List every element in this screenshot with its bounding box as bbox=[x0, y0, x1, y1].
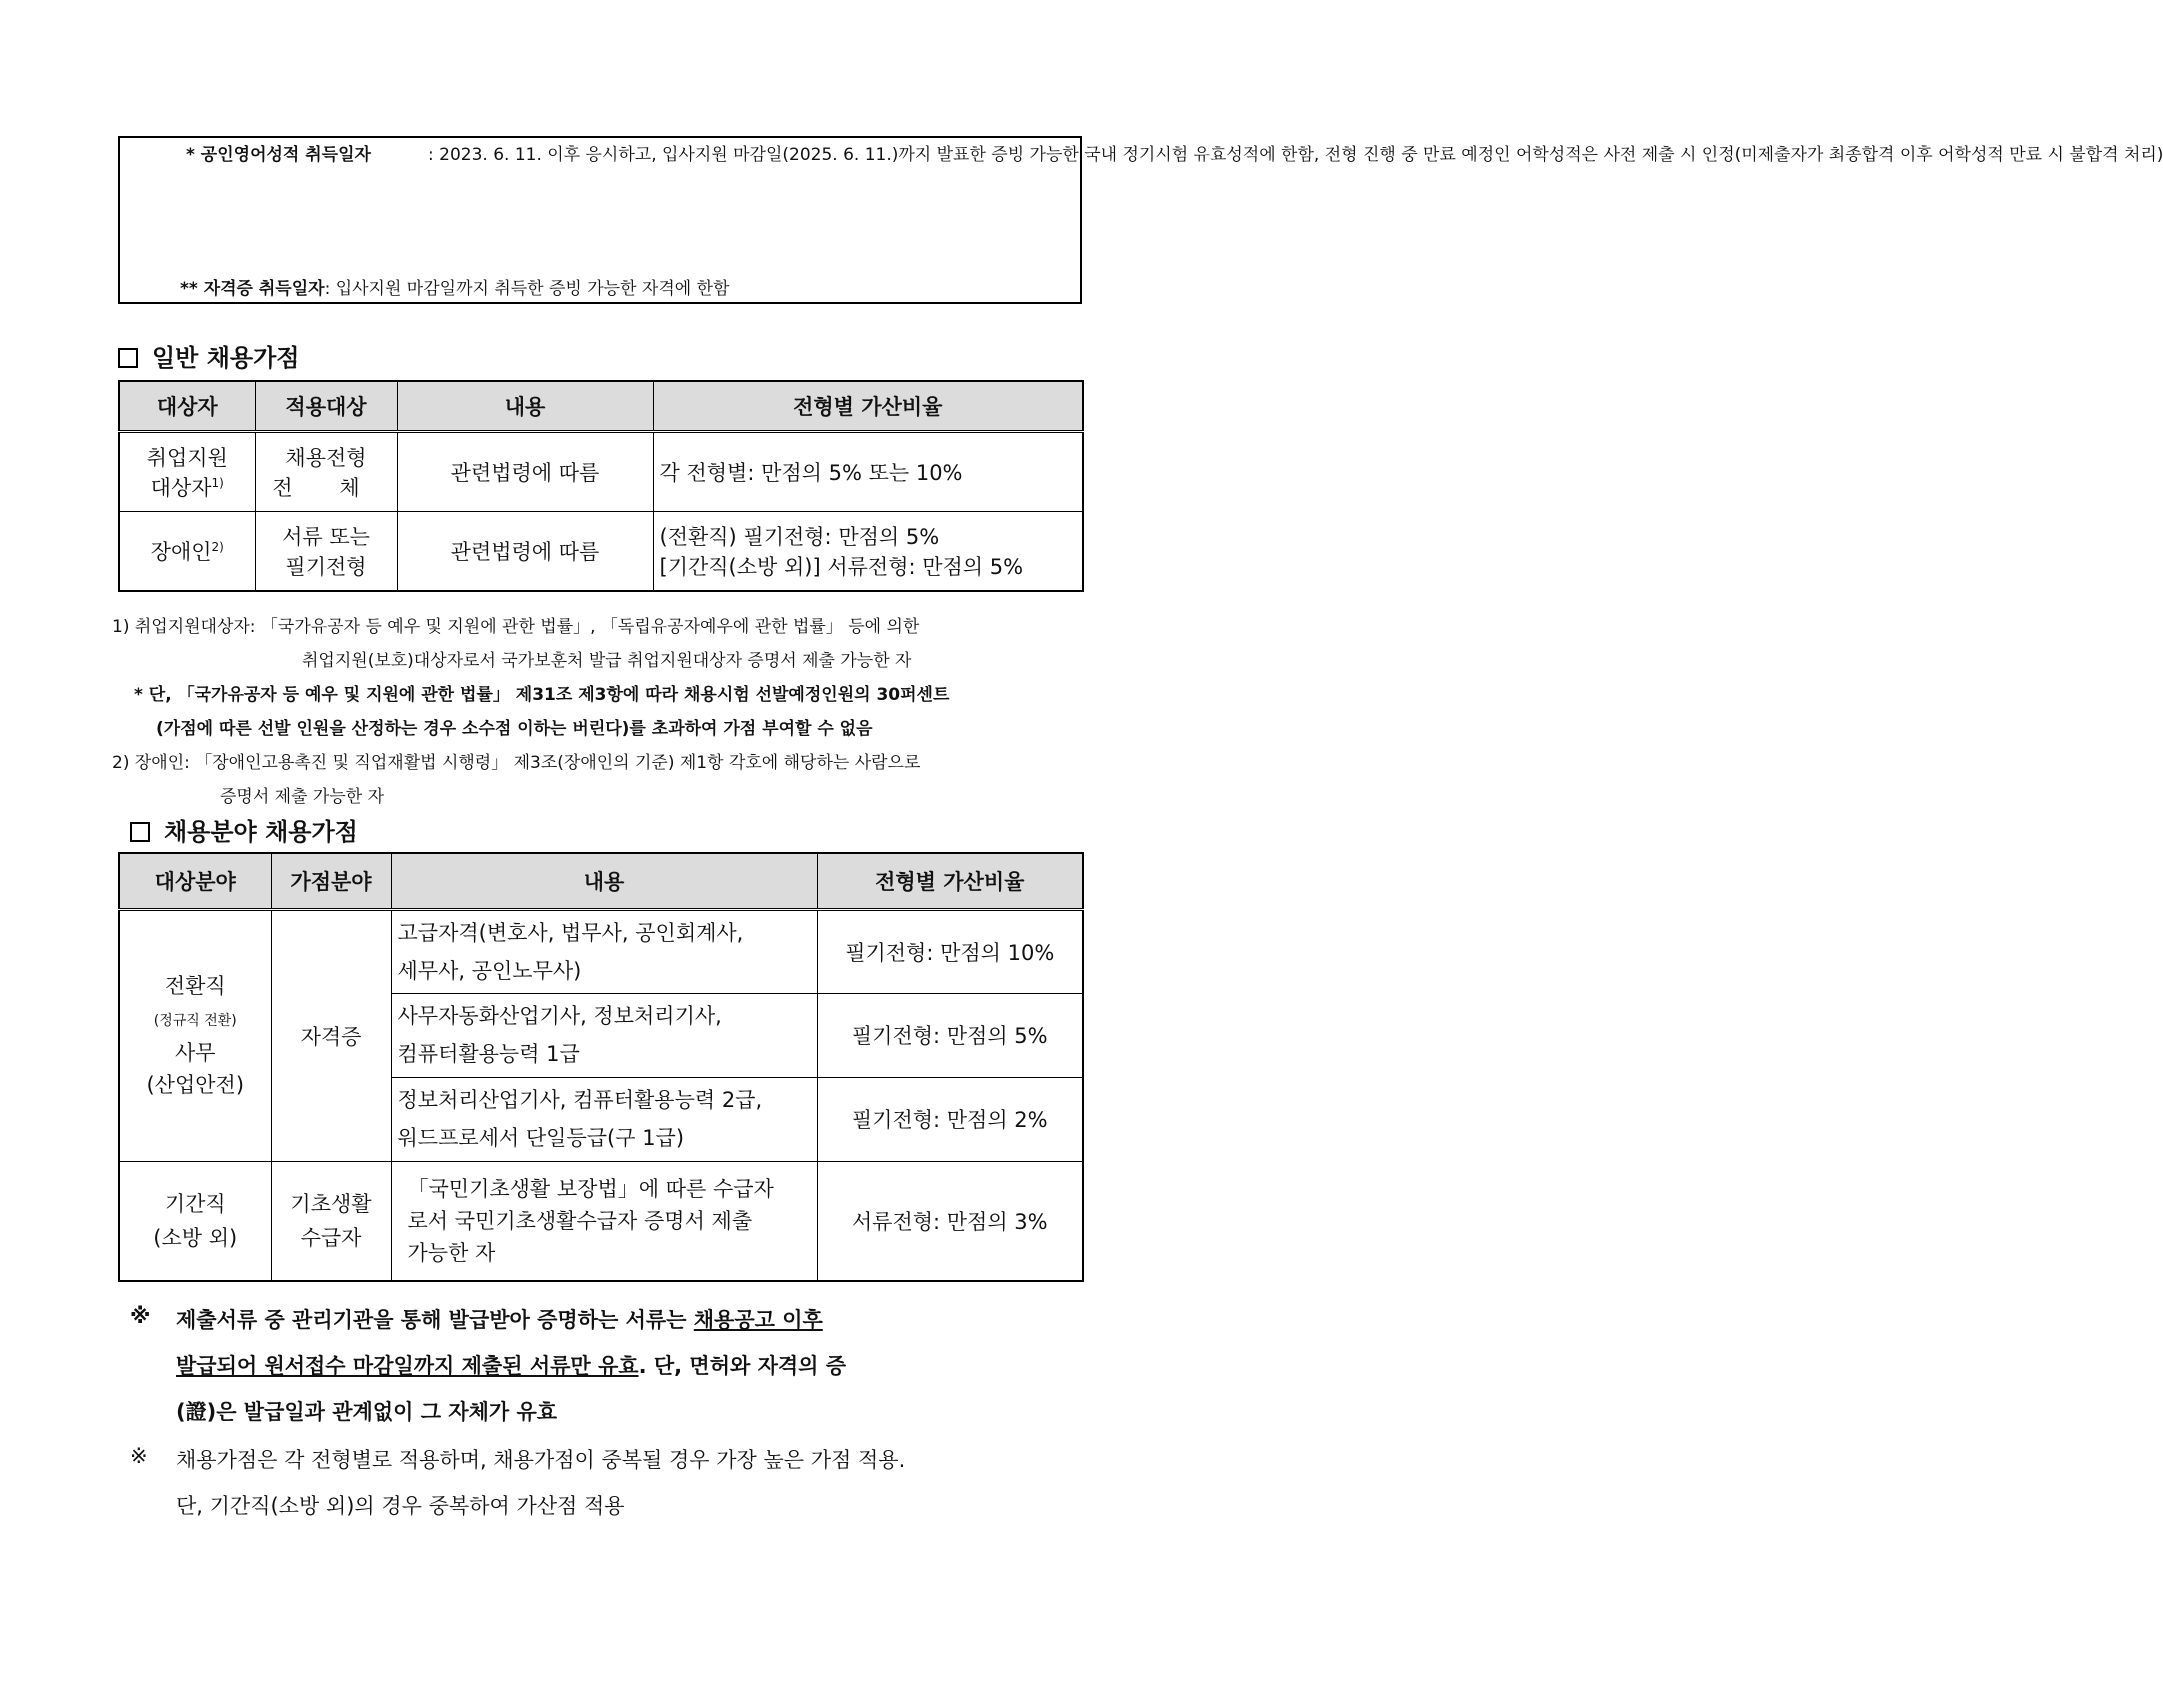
table-row bbox=[119, 431, 1083, 511]
footnote-1-note-cont: (가점에 따른 선발 인원을 산정하는 경우 소수점 이하는 버린다)를 초과하여 가점 부여할 수 없음 bbox=[156, 719, 873, 739]
cell-content: 고급자격(변호사, 법무사, 공인회계사, 세무사, 공인노무사) bbox=[391, 909, 817, 993]
note-1-line-1: 제출서류 중 관리기관을 통해 발급받아 증명하는 서류는 채용공고 이후 bbox=[176, 1308, 823, 1332]
checkbox-icon bbox=[118, 348, 138, 368]
footnote-2: 2) 장애인: 「장애인고용촉진 및 직업재활법 시행령」 제3조(장애인의 기준) 제1항 각호에 해당하는 사람으로 bbox=[112, 753, 921, 773]
english-score-label: * 공인영어성적 취득일자 bbox=[186, 145, 371, 165]
cell-target: 장애인$^{2)}$ bbox=[119, 511, 255, 591]
footnote-1-note: * 단, 「국가유공자 등 예우 및 지원에 관한 법률」 제31조 제3항에 따라 채용시험 선발예정인원의 30퍼센트 bbox=[134, 685, 950, 705]
note-1-mark: ※ bbox=[130, 1304, 151, 1328]
cell-content: 정보처리산업기사, 컴퓨터활용능력 2급, 워드프로세서 단일등급(구 1급) bbox=[391, 1077, 817, 1161]
cell-ratio: 필기전형: 만점의 2% bbox=[817, 1077, 1083, 1161]
table-header-row bbox=[119, 381, 1083, 431]
cell-content: 관련법령에 따름 bbox=[397, 431, 653, 511]
footnote-1: 1) 취업지원대상자: 「국가유공자 등 예우 및 지원에 관한 법률」, 「독립유공자예우에 관한 법률」 등에 의한 bbox=[112, 617, 920, 637]
table-row bbox=[119, 511, 1083, 591]
cell-ratio: (전환직) 필기전형: 만점의 5% [기간직(소방 외)] 서류전형: 만점의 5% bbox=[653, 511, 1083, 591]
table-row bbox=[119, 909, 1083, 993]
cell-bonus-area: 자격증 bbox=[271, 909, 391, 1161]
cell-field: 전환직 (정규직 전환) 사무 (산업안전) bbox=[119, 909, 271, 1161]
cell-target: 취업지원 대상자$^{1)}$ bbox=[119, 431, 255, 511]
section-title-field-bonus: 채용분야 채용가점 bbox=[130, 812, 358, 847]
cell-apply: 채용전형 전 체 bbox=[255, 431, 397, 511]
header-field: 대상분야 bbox=[119, 853, 271, 909]
footnote-2-cont: 증명서 제출 가능한 자 bbox=[220, 787, 385, 807]
field-bonus-table bbox=[118, 852, 1084, 1282]
cell-field: 기간직 (소방 외) bbox=[119, 1161, 271, 1281]
eligibility-note-box bbox=[118, 136, 2163, 304]
footnote-1-cont: 취업지원(보호)대상자로서 국가보훈처 발급 취업지원대상자 증명서 제출 가능한 자 bbox=[302, 651, 912, 671]
header-ratio: 전형별 가산비율 bbox=[817, 853, 1083, 909]
note-2-line-1: 채용가점은 각 전형별로 적용하며, 채용가점이 중복될 경우 가장 높은 가점 적용. bbox=[176, 1448, 906, 1472]
checkbox-icon bbox=[130, 822, 150, 842]
general-bonus-table bbox=[118, 380, 1084, 592]
section-title-general-bonus: 일반 채용가점 bbox=[118, 338, 299, 373]
cell-ratio: 필기전형: 만점의 10% bbox=[817, 909, 1083, 993]
header-bonus-area: 가점분야 bbox=[271, 853, 391, 909]
cell-bonus-area: 기초생활 수급자 bbox=[271, 1161, 391, 1281]
cell-content: 사무자동화산업기사, 정보처리기사, 컴퓨터활용능력 1급 bbox=[391, 993, 817, 1077]
note-2-line-2: 단, 기간직(소방 외)의 경우 중복하여 가산점 적용 bbox=[176, 1494, 625, 1518]
header-target: 대상자 bbox=[119, 381, 255, 431]
note-1-line-3: (證)은 발급일과 관계없이 그 자체가 유효 bbox=[176, 1400, 558, 1424]
cell-content: 「국민기초생활 보장법」에 따른 수급자 로서 국민기초생활수급자 증명서 제출 가능한 자 bbox=[391, 1161, 817, 1281]
header-apply: 적용대상 bbox=[255, 381, 397, 431]
header-content: 내용 bbox=[397, 381, 653, 431]
header-ratio: 전형별 가산비율 bbox=[653, 381, 1083, 431]
english-score-text: : 2023. 6. 11. 이후 응시하고, 입사지원 마감일(2025. 6. 11.)까지 발표한 증빙 가능한 국내 정기시험 유효성적에 한함, 전형 진행 중 만료 예정인 어학성적은 사전 제출 시 인정(미제출자가 최종합격 이후 어학성적 만료 시 불합격 처리) bbox=[428, 145, 2163, 165]
cell-ratio: 각 전형별: 만점의 5% 또는 10% bbox=[653, 431, 1083, 511]
cell-apply: 서류 또는 필기전형 bbox=[255, 511, 397, 591]
cell-ratio: 서류전형: 만점의 3% bbox=[817, 1161, 1083, 1281]
note-1-line-2: 발급되어 원서접수 마감일까지 제출된 서류만 유효. 단, 면허와 자격의 증 bbox=[176, 1354, 847, 1378]
cell-ratio: 필기전형: 만점의 5% bbox=[817, 993, 1083, 1077]
header-content: 내용 bbox=[391, 853, 817, 909]
note-2-mark: ※ bbox=[130, 1444, 148, 1468]
table-row bbox=[119, 1161, 1083, 1281]
table-header-row bbox=[119, 853, 1083, 909]
cell-content: 관련법령에 따름 bbox=[397, 511, 653, 591]
certificate-note: ** 자격증 취득일자: 입사지원 마감일까지 취득한 증빙 가능한 자격에 한함 bbox=[180, 279, 730, 299]
